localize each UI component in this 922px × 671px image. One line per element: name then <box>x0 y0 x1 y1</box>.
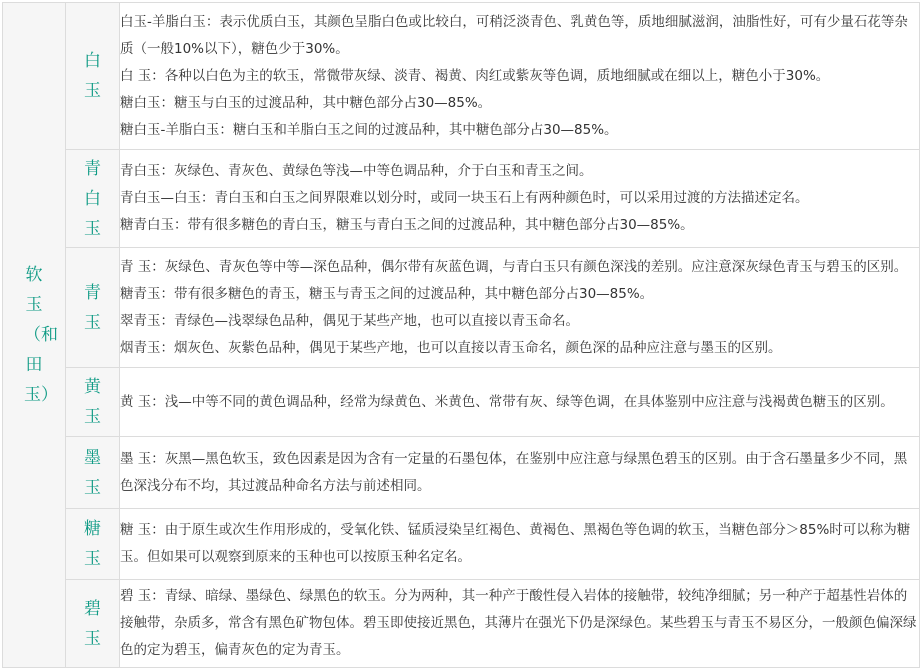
description-cell <box>120 437 920 509</box>
subtype-label: 黄玉 <box>84 377 101 427</box>
subtype-cell <box>66 437 120 509</box>
jade-classification-table <box>2 2 920 668</box>
description-cell <box>120 3 920 150</box>
table-row <box>3 437 920 509</box>
description-line: 白 玉：各种以白色为主的软玉，常微带灰绿、淡青、褐黄、肉红或紫灰等色调，质地细腻或在细以上，糖色小于30%。 <box>120 67 830 84</box>
table-row <box>3 580 920 668</box>
description-line: 糖 玉：由于原生或次生作用形成的，受氧化铁、锰质浸染呈红褐色、黄褐色、黑褐色等色调的软玉，当糖色部分＞85%时可以称为糖玉。但如果可以观察到原来的玉种也可以按原玉种名定名。 <box>120 522 911 565</box>
description-cell <box>120 150 920 248</box>
category-label: 软玉（和田玉） <box>24 265 58 405</box>
table-row <box>3 3 920 150</box>
description-line: 糖白玉：糖玉与白玉的过渡品种，其中糖色部分占30—85%。 <box>120 94 492 111</box>
subtype-label: 糖玉 <box>84 519 101 569</box>
table-row <box>3 248 920 368</box>
description-cell <box>120 580 920 668</box>
description-line: 翠青玉：青绿色—浅翠绿色品种，偶见于某些产地，也可以直接以青玉命名。 <box>120 312 579 329</box>
description-cell <box>120 368 920 437</box>
table-row <box>3 368 920 437</box>
subtype-cell <box>66 248 120 368</box>
subtype-label: 青玉 <box>84 282 101 333</box>
description-line: 青白玉—白玉：青白玉和白玉之间界限难以划分时，或同一块玉石上有两种颜色时，可以采用过渡的方法描述定名。 <box>120 190 809 206</box>
description-line: 碧 玉：青绿、暗绿、墨绿色、绿黑色的软玉。分为两种，其一种产于酸性侵入岩体的接触带，较纯净细腻；另一种产于超基性岩体的接触带，杂质多，常含有黑色矿物包体。碧玉即使接近黑色，其薄片在强光下仍是深绿色。某些碧玉与青玉不易区分，一般颜色偏深绿色的定为碧玉，偏青灰色的定为青玉。 <box>120 588 917 658</box>
table-row <box>3 509 920 580</box>
subtype-cell <box>66 3 120 150</box>
category-cell <box>3 3 66 668</box>
table-row <box>3 150 920 248</box>
description-line: 墨 玉：灰黑—黑色软玉，致色因素是因为含有一定量的石墨包体，在鉴别中应注意与绿黑色碧玉的区别。由于含石墨量多少不同，黑色深浅分布不均，其过渡品种命名方法与前述相同。 <box>120 450 908 494</box>
subtype-label: 碧玉 <box>84 598 101 649</box>
subtype-label: 白玉 <box>84 51 101 101</box>
description-line: 青 玉：灰绿色、青灰色等中等—深色品种，偶尔带有灰蓝色调，与青白玉只有颜色深浅的差别。应注意深灰绿色青玉与碧玉的区别。糖青玉：带有很多糖色的青玉，糖玉与青玉之间的过渡品种，其中糖色部分占30—85%。 <box>120 258 908 302</box>
description-line: 糖青白玉：带有很多糖色的青白玉，糖玉与青白玉之间的过渡品种，其中糖色部分占30—85%。 <box>120 217 694 233</box>
subtype-cell <box>66 580 120 668</box>
description-line: 烟青玉：烟灰色、灰紫色品种，偶见于某些产地，也可以直接以青玉命名，颜色深的品种应注意与墨玉的区别。 <box>120 339 782 356</box>
description-cell <box>120 248 920 368</box>
description-cell <box>120 509 920 580</box>
description-line: 糖白玉-羊脂白玉：糖白玉和羊脂白玉之间的过渡品种，其中糖色部分占30—85%。 <box>120 121 618 138</box>
description-line: 白玉-羊脂白玉：表示优质白玉，其颜色呈脂白色或比较白，可稍泛淡青色、乳黄色等，质地细腻滋润，油脂性好，可有少量石花等杂质（一般10%以下），糖色少于30%。 <box>120 13 908 57</box>
subtype-label: 青白玉 <box>84 158 101 239</box>
subtype-cell <box>66 509 120 580</box>
description-line: 青白玉：灰绿色、青灰色、黄绿色等浅—中等色调品种，介于白玉和青玉之间。 <box>120 163 593 179</box>
description-line: 黄 玉：浅—中等不同的黄色调品种，经常为绿黄色、米黄色、常带有灰、绿等色调，在具体鉴别中应注意与浅褐黄色糖玉的区别。 <box>120 393 894 410</box>
subtype-cell <box>66 368 120 437</box>
subtype-cell <box>66 150 120 248</box>
subtype-label: 墨玉 <box>84 447 101 498</box>
